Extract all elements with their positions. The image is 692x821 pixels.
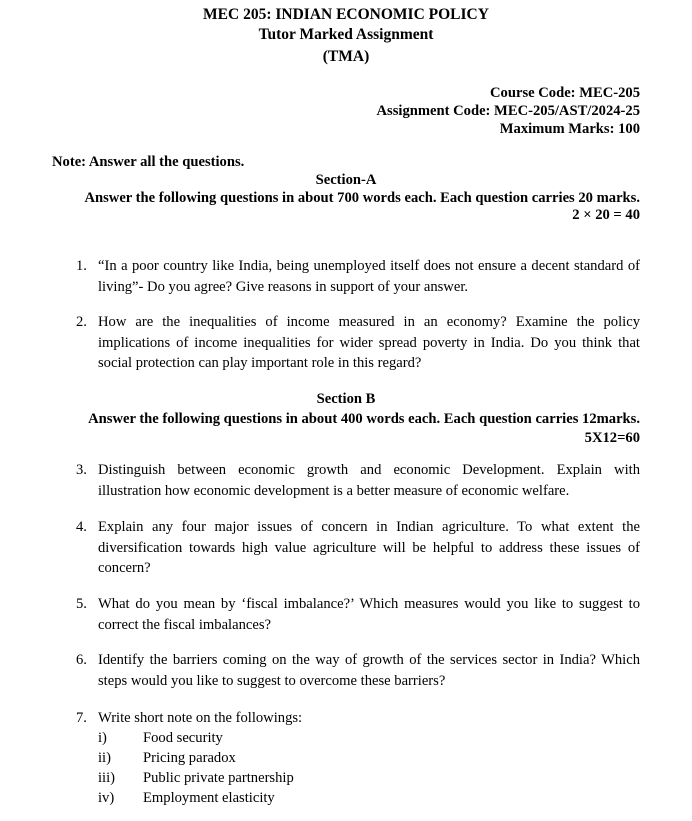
section-a-instruction: Answer the following questions in about 700 words each. Each question carries 20 marks. xyxy=(84,190,640,206)
question-text-line: Write short note on the followings: xyxy=(98,710,303,726)
assignment-code: Assignment Code: MEC-205/AST/2024-25 xyxy=(376,103,640,119)
sub-item-number: i) xyxy=(98,730,107,746)
question-number: 6. xyxy=(76,652,87,668)
sub-item-number: ii) xyxy=(98,750,111,766)
question-text-line: “In a poor country like India, being unemployed itself does not ensure a decent standard of xyxy=(98,258,640,274)
document-subtitle: Tutor Marked Assignment xyxy=(258,26,434,43)
question-text-line: social protection can play important role in this regard? xyxy=(98,355,422,371)
question-text-line: Identify the barriers coming on the way of growth of the services sector in India? Which xyxy=(98,652,640,668)
section-b-title: Section B xyxy=(316,391,376,407)
document-abbr: (TMA) xyxy=(322,48,370,65)
question-text-line: implications of income inequalities for wider spread poverty in India. Do you think that xyxy=(98,334,640,351)
question-text-line: diversification towards high value agriculture will be helpful to address these issues of xyxy=(98,539,640,556)
question-number: 1. xyxy=(76,258,87,274)
question-number: 5. xyxy=(76,596,87,612)
question-text-line: illustration how economic development is a better measure of economic welfare. xyxy=(98,482,570,499)
section-b-instruction: Answer the following questions in about 400 words each. Each question carries 12marks. xyxy=(88,411,640,427)
section-b-marks: 5X12=60 xyxy=(584,430,640,446)
sub-item-number: iv) xyxy=(98,790,115,806)
section-a-title: Section-A xyxy=(315,172,377,188)
max-marks: Maximum Marks: 100 xyxy=(499,121,640,137)
question-number: 3. xyxy=(76,462,87,478)
question-text-line: Distinguish between economic growth and economic Development. Explain with xyxy=(98,462,640,478)
question-text-line: correct the fiscal imbalances? xyxy=(98,616,272,633)
note: Note: Answer all the questions. xyxy=(52,154,245,170)
question-text-line: How are the inequalities of income measured in an economy? Examine the policy xyxy=(98,314,640,330)
question-number: 7. xyxy=(76,710,87,726)
course-code: Course Code: MEC-205 xyxy=(490,85,640,101)
document-title: MEC 205: INDIAN ECONOMIC POLICY xyxy=(203,6,489,23)
question-text-line: concern? xyxy=(98,560,151,576)
sub-item-text: Food security xyxy=(143,730,223,746)
question-number: 2. xyxy=(76,314,87,330)
question-number: 4. xyxy=(76,519,87,535)
question-text-line: living”- Do you agree? Give reasons in support of your answer. xyxy=(98,278,469,295)
question-text-line: What do you mean by ‘fiscal imbalance?’ Which measures would you like to suggest to xyxy=(98,596,640,612)
question-text-line: steps would you like to suggest to overcome these barriers? xyxy=(98,672,446,689)
question-text-line: Explain any four major issues of concern in Indian agriculture. To what extent the xyxy=(98,519,640,535)
sub-item-number: iii) xyxy=(98,770,116,786)
sub-item-text: Public private partnership xyxy=(143,770,294,786)
section-a-marks: 2 × 20 = 40 xyxy=(572,207,640,223)
sub-item-text: Employment elasticity xyxy=(143,790,275,806)
sub-item-text: Pricing paradox xyxy=(143,750,236,766)
